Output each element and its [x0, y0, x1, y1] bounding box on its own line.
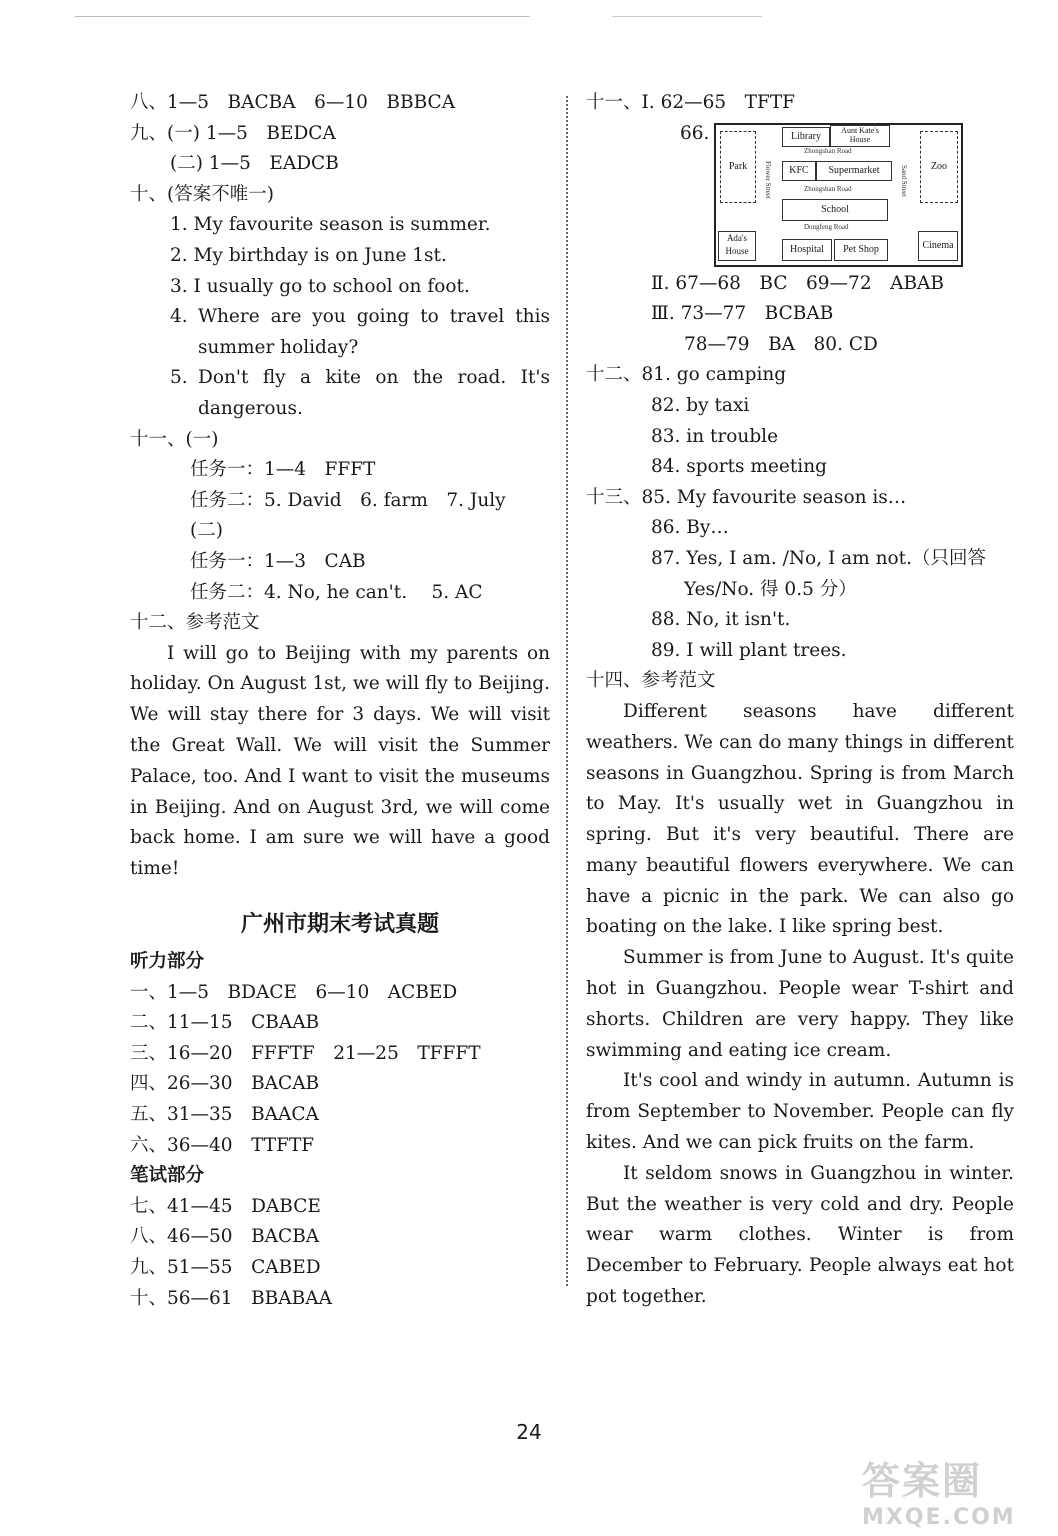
right-column — [586, 88, 1014, 1313]
written-answer: 七、41—45 DABCE — [130, 1195, 321, 1217]
list-item: 5. Don't fly a kite on the road. It's — [170, 367, 550, 389]
listening-answer: 四、26—30 BACAB — [130, 1073, 320, 1095]
map-flower-street: Flower Street — [764, 160, 772, 199]
watermark-url: MXQE.COM — [862, 1505, 1016, 1530]
essay-paragraph: It's cool and windy in autumn. Autumn is from September to November. People can fly kites. And we can pick fruits on the farm. — [586, 1070, 1014, 1154]
written-answer: 十、56—61 BBABAA — [130, 1287, 332, 1309]
map-pet-shop: Pet Shop — [834, 239, 888, 261]
answer-line: 84. sports meeting — [651, 456, 827, 478]
street-map — [714, 123, 963, 267]
answer-line: 88. No, it isn't. — [651, 609, 791, 631]
task-1: 任务一：1—4 FFFT — [190, 459, 376, 481]
section-10-title: 十、(答案不唯一) — [130, 183, 274, 205]
page-number: 24 — [516, 1420, 542, 1444]
written-answer: 八、46—50 BACBA — [130, 1226, 320, 1248]
section-12-title: 十二、参考范文 — [130, 612, 260, 634]
essay-paragraph: It seldom snows in Guangzhou in winter. But the weather is very cold and dry. People wear warm clothes. Winter is from December to February. People always eat hot pot together. — [586, 1162, 1014, 1308]
essay-paragraph: Summer is from June to August. It's quite hot in Guangzhou. People wear T-shirt and shorts. Children are very happy. They like swimming and eating ice cream. — [586, 947, 1014, 1061]
listening-answer: 一、1—5 BDACE 6—10 ACBED — [130, 981, 458, 1003]
section-8: 八、1—5 BACBA 6—10 BBBCA — [130, 92, 456, 113]
answer-line: 83. in trouble — [651, 425, 779, 447]
listening-answer: 二、11—15 CBAAB — [130, 1012, 320, 1034]
section-9: 九、(一) 1—5 BEDCA — [130, 122, 336, 144]
exam-heading: 广州市期末考试真题 — [240, 912, 439, 938]
header-rule — [75, 16, 530, 17]
section-13-title: 十三、85. My favourite season is… — [586, 486, 907, 508]
map-school: School — [782, 199, 888, 221]
section-11-part-iii: Ⅲ. 73—77 BCBAB — [651, 303, 834, 325]
column-divider — [566, 96, 568, 1286]
section-11-part-ii: Ⅱ. 67—68 BC 69—72 ABAB — [651, 272, 945, 294]
map-adas-house: Ada's House — [718, 231, 756, 261]
watermark-logo — [862, 1450, 1042, 1530]
written-title: 笔试部分 — [130, 1165, 205, 1187]
answer-line: 86. By… — [651, 517, 729, 539]
answer-line: 87. Yes, I am. /No, I am not.（只回答 — [651, 547, 986, 569]
map-sand-street: Sand Street — [900, 164, 908, 197]
section-12-right: 十二、81. go camping — [586, 364, 787, 386]
list-item: 4. Where are you going to travel this — [170, 306, 550, 328]
task-1b: 任务一：1—3 CAB — [190, 550, 366, 572]
question-66-number: 66. — [680, 122, 710, 144]
listening-answer: 三、16—20 FFFTF 21—25 TFFFT — [130, 1042, 481, 1064]
map-park: Park — [720, 131, 756, 203]
list-item-continued: dangerous. — [198, 397, 303, 419]
answer-line: 89. I will plant trees. — [651, 639, 847, 661]
section-11-right: 十一、Ⅰ. 62—65 TFTF — [586, 92, 796, 113]
map-zhongshan-road-mid: Zhongshan Road — [804, 184, 852, 193]
map-supermarket: Supermarket — [816, 161, 892, 181]
task-2: 任务二：5. David 6. farm 7. July — [190, 489, 506, 511]
listening-answer: 六、36—40 TTFTF — [130, 1134, 315, 1156]
map-aunt-kates-house: Aunt Kate's House — [830, 125, 890, 147]
section-11-part-iii-b: 78—79 BA 80. CD — [684, 333, 878, 355]
list-item: 2. My birthday is on June 1st. — [170, 244, 447, 266]
section-14-title: 十四、参考范文 — [586, 670, 716, 692]
map-dongfeng-road: Dongfeng Road — [804, 222, 849, 231]
left-column — [130, 88, 550, 1314]
section-9-part-2: (二) 1—5 EADCB — [170, 153, 339, 175]
answer-line-continued: Yes/No. 得 0.5 分） — [684, 578, 857, 600]
map-cinema: Cinema — [918, 231, 958, 261]
header-rule-right — [612, 16, 762, 17]
list-item: 1. My favourite season is summer. — [170, 214, 491, 236]
map-zoo: Zoo — [920, 131, 958, 203]
map-library: Library — [782, 127, 830, 147]
map-hospital: Hospital — [782, 239, 832, 261]
section-11-title: 十一、(一) — [130, 428, 219, 450]
question-66 — [586, 119, 1014, 269]
listening-answer: 五、31—35 BAACA — [130, 1104, 319, 1126]
sample-essay: I will go to Beijing with my parents on holiday. On August 1st, we will fly to Beijing. We will stay there for 3 days. We will visit the Great Wall. We will visit the Summer Palace, too. And I want to visit the museums in Beijing. And on August 3rd, we will come back home. I am sure we will have a good time! — [130, 642, 550, 880]
task-2b: 任务二：4. No, he can't. 5. AC — [190, 581, 483, 603]
section-11-part-2: (二) — [190, 520, 223, 542]
watermark-text: 答案圈 — [862, 1459, 983, 1503]
map-kfc: KFC — [782, 161, 816, 181]
essay-paragraph: Different seasons have different weathers. We can do many things in different seasons in Guangzhou. Spring is from March to May. It's usually wet in Guangzhou in spring. But it's very beautiful. There are many beautiful flowers everywhere. We can have a picnic in the park. We can also go boating on the lake. I like spring best. — [586, 700, 1014, 938]
answer-line: 82. by taxi — [651, 394, 750, 416]
listening-title: 听力部分 — [130, 951, 205, 973]
list-item: 3. I usually go to school on foot. — [170, 275, 470, 297]
list-item-continued: summer holiday? — [198, 336, 359, 358]
written-answer: 九、51—55 CABED — [130, 1257, 321, 1278]
map-zhongshan-road-top: Zhongshan Road — [804, 146, 852, 155]
